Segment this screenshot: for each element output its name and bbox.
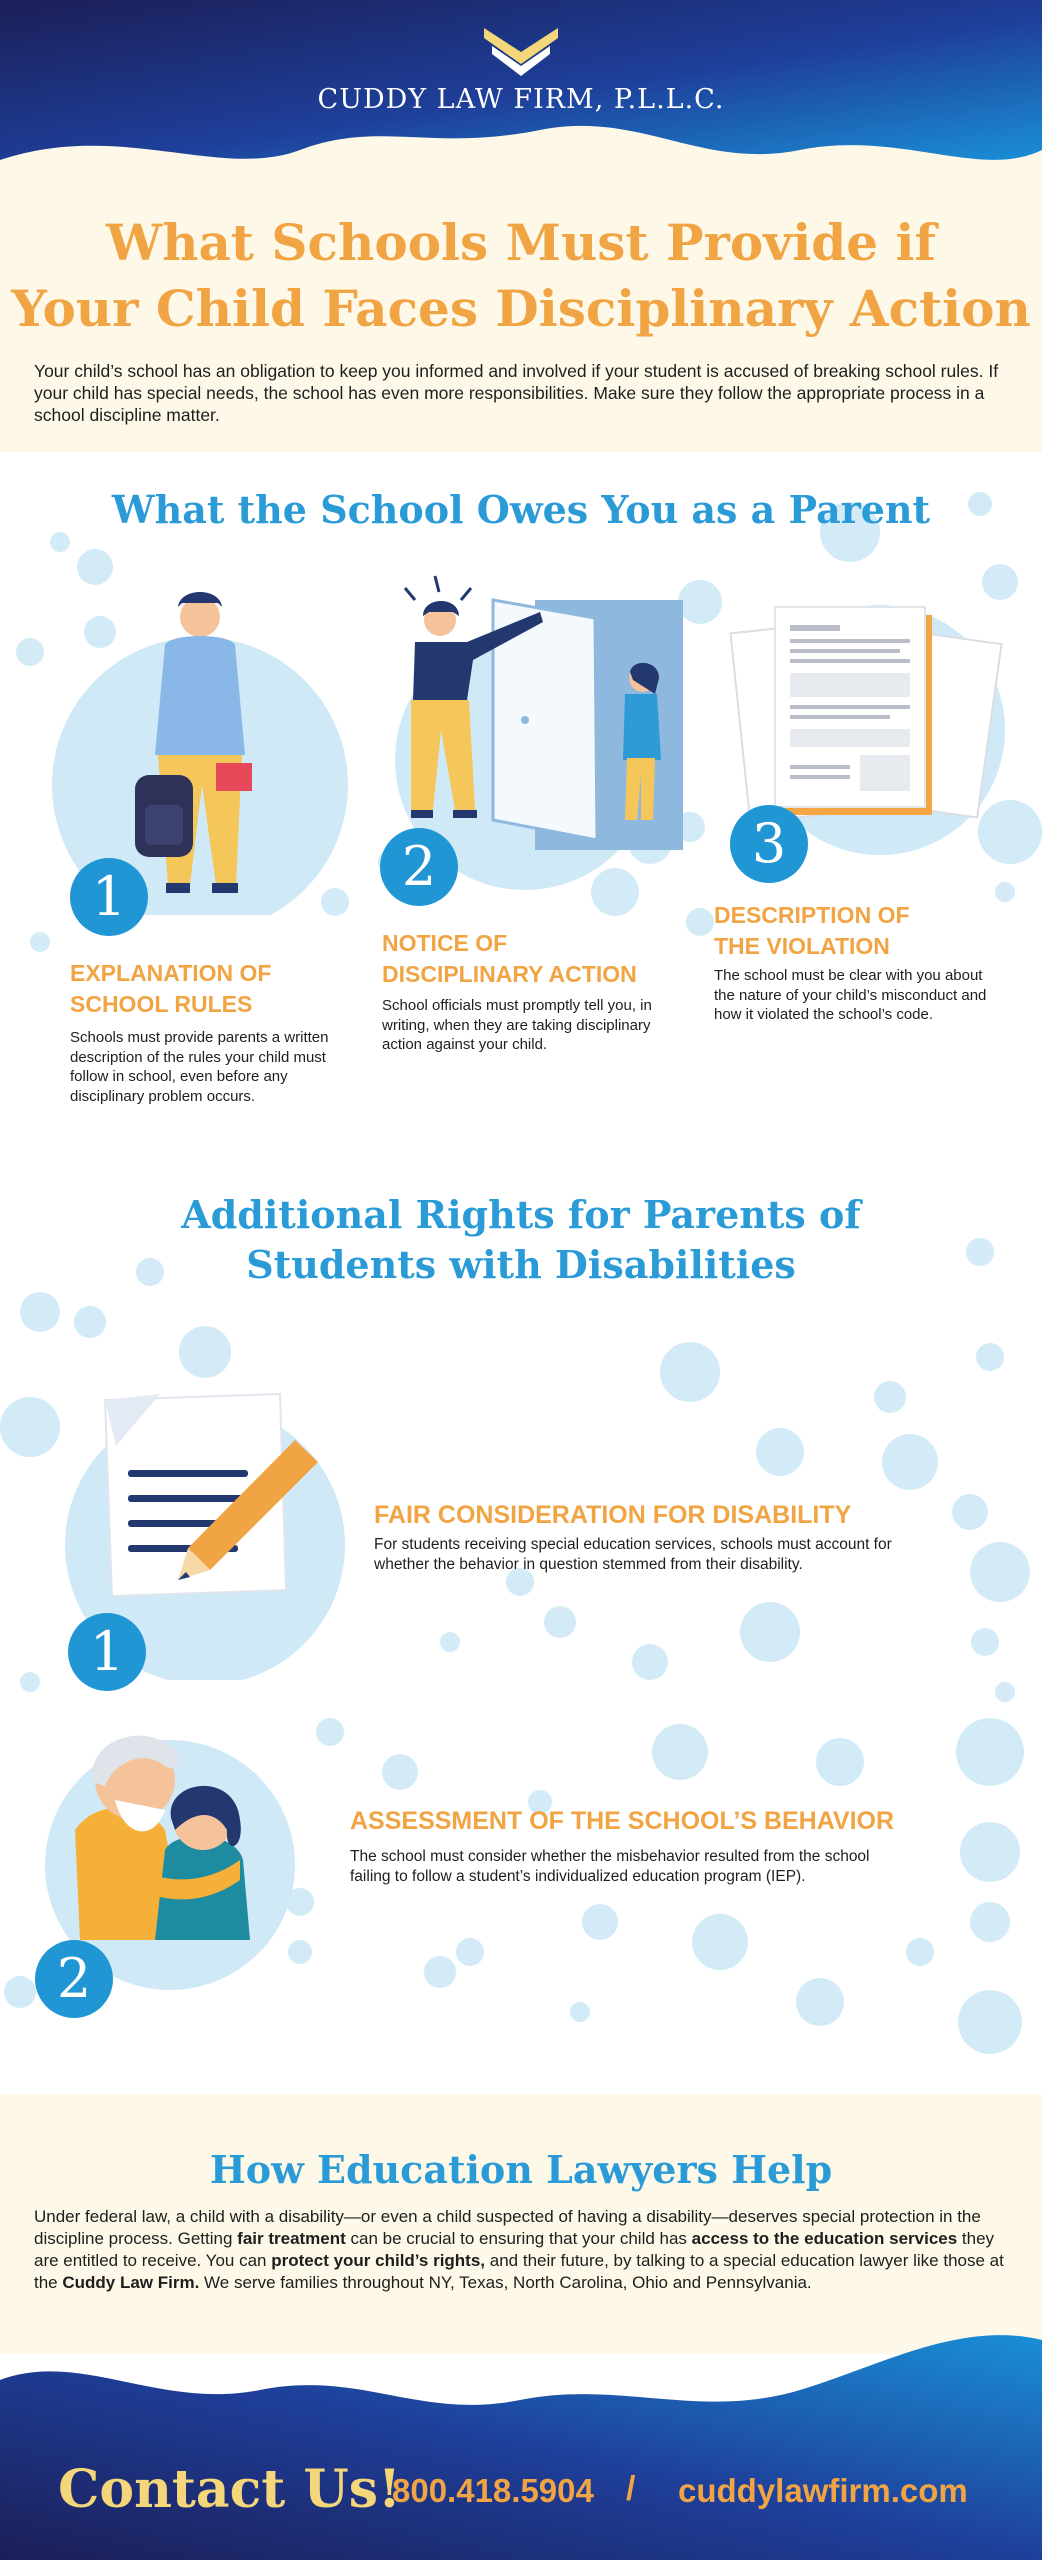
lawyers-bold-3: protect your child’s rights,	[271, 2251, 486, 2270]
disability-item-2-title: ASSESSMENT OF THE SCHOOL’S BEHAVIOR	[350, 1807, 895, 1835]
firm-name: CUDDY LAW FIRM, P.L.L.C.	[317, 84, 725, 115]
disability-section-title	[0, 1190, 1042, 1290]
parent-item-3-title-line-2: THE VIOLATION	[714, 933, 890, 959]
contact-website-link[interactable]: cuddylawfirm.com	[678, 2472, 968, 2509]
disability-item-2-number: 2	[35, 1940, 113, 2018]
disability-section-title-line-1: Additional Rights for Parents of	[181, 1192, 861, 1237]
parent-item-2-title	[382, 928, 682, 990]
disability-item-2-text: The school must consider whether the misbehavior resulted from the school failing to follow a student’s individualized education program (IEP).	[350, 1848, 870, 1885]
lawyers-text-3: they are entitled to receive. You can	[34, 2229, 995, 2270]
lawyers-section-title: How Education Lawyers Help	[209, 2147, 833, 2192]
lawyers-bold-4: Cuddy Law Firm.	[62, 2273, 200, 2292]
lawyers-paragraph	[34, 2206, 1009, 2294]
lawyers-bold-2: access to the education services	[691, 2229, 958, 2248]
lawyers-text-2: can be crucial to ensuring that your child has	[345, 2229, 692, 2248]
disability-item-1-number: 1	[68, 1613, 146, 1691]
contact-separator: /	[626, 2470, 636, 2508]
page-title-line-2: Your Child Faces Disciplinary Action	[11, 279, 1031, 338]
lawyers-bold-1: fair treatment	[237, 2229, 346, 2248]
lawyers-text-4: and their future, by talking to a special education lawyer like those at the	[34, 2251, 1004, 2292]
parent-item-3-title-line-1: DESCRIPTION OF	[714, 902, 910, 928]
parent-item-3-number: 3	[730, 805, 808, 883]
lawyers-text-5: We serve families throughout NY, Texas, North Carolina, Ohio and Pennsylvania.	[199, 2273, 812, 2292]
parent-item-1-text: Schools must provide parents a written description of the rules your child must follow in school, even before any disciplinary problem occurs.	[70, 1029, 329, 1105]
disability-item-1-text: For students receiving special education services, schools must account for whether the behavior in question stemmed from their disability.	[374, 1536, 892, 1573]
parent-item-1-number: 1	[70, 858, 148, 936]
parent-item-2-title-line-1: NOTICE OF	[382, 930, 508, 956]
parent-item-1-title-line-1: EXPLANATION OF	[70, 960, 272, 986]
disability-section-title-line-2: Students with Disabilities	[246, 1242, 796, 1287]
disability-item-1-title: FAIR CONSIDERATION FOR DISABILITY	[374, 1501, 852, 1529]
firm-logo-icon	[478, 22, 564, 80]
contact-heading: Contact Us!	[58, 2459, 401, 2520]
parent-item-2-title-line-2: DISCIPLINARY ACTION	[382, 961, 637, 987]
parent-item-2-number: 2	[380, 828, 458, 906]
parent-item-3-text: The school must be clear with you about the nature of your child’s misconduct and how it violated the school’s code.	[714, 967, 987, 1023]
parent-item-1-title-line-2: SCHOOL RULES	[70, 991, 253, 1017]
lawyers-text-1: Under federal law, a child with a disability—or even a child suspected of having a disability—deserves special protection in the discipline process. Getting	[34, 2207, 981, 2248]
intro-paragraph: Your child’s school has an obligation to keep you informed and involved if your student is accused of breaking school rules. If your child has special needs, the school has even more responsibilities. Make sure they follow the appropriate process in a school discipline matter.	[34, 361, 999, 425]
parent-item-2-text: School officials must promptly tell you, in writing, when they are taking disciplinary action against your child.	[382, 997, 652, 1053]
page-title-line-1: What Schools Must Provide if	[106, 213, 936, 272]
parent-section-title: What the School Owes You as a Parent	[111, 487, 931, 532]
parent-item-3-title	[714, 900, 1014, 962]
parent-item-1-title	[70, 958, 370, 1020]
page-title	[0, 210, 1042, 342]
contact-phone-link[interactable]: 800.418.5904	[392, 2472, 594, 2509]
